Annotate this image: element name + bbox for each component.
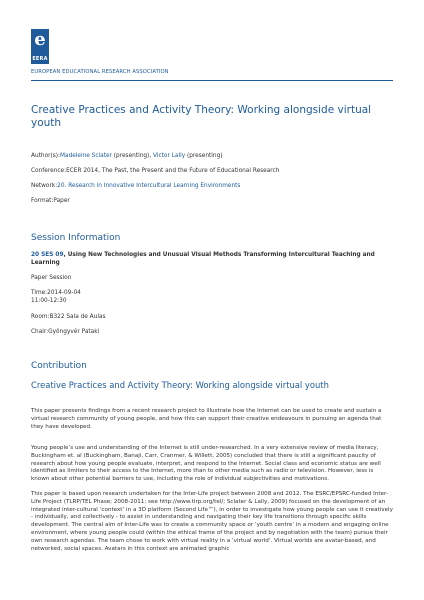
paragraph-3: This paper is based upon research undertaken for the Inter-Life project between 2008 and 2012. The ESRC/EPSRC-funded Inter-Life Project (TLRP/TEL Phase; 2008-2011; see http://www.tlrp.org/tel/; Sclater & Lally, 2009) focused on the development of an integrated inter-cultural ‘context’ in a 3D platform (Second Life™), in order to investigate how young people can use it creatively - individually, and collectively - to assist in understanding and navigating their key life transitions through specific skills development. The central aim of Inter-Life was to create a community space or ‘youth centre’ in a modern and engaging online environment, where young people could (within the ethical frame of the project and by negotiation with the team) pursue their own research agendas. The team chose to work with virtual reality in a ‘virtual world’. Virtual worlds are avatar-based, and networked, social spaces. Avatars in this context are animated graphic [31, 491, 393, 552]
format-value: Paper [53, 198, 70, 204]
time-label: Time: [31, 290, 48, 296]
paragraph-1: This paper presents findings from a recent research project to illustrate how the Internet can be used to create and sustain a virtual research community of young people, and how this can support their creative endeavours in pursuing an agenda that they have developed. [31, 408, 382, 430]
header-divider [31, 80, 393, 81]
authors-line [31, 153, 223, 159]
format-line [31, 198, 70, 204]
author-role-1: (presenting), [111, 153, 154, 159]
contribution-subtitle: Creative Practices and Activity Theory: Working alongside virtual youth [31, 380, 329, 390]
paragraph-2: Young people’s use and understanding of the Internet is still under-researched. In a very extensive review of media literacy, Buckingham et. al (Buckingham, Banaji, Carr, Cranmer, & Willett, 2005) concluded that there is still a significant paucity of research about how young people evaluate, interpret, and respond to the Internet. Social class and economic status are well identified as limiters to their access to the Internet, more than to other media such as radio or television. However, less is known about other potential barriers to use, including the role of individual subjectivities and motivations. [31, 445, 381, 483]
session-chair [31, 328, 99, 336]
authors-label: Author(s): [31, 153, 61, 159]
paper-title: Creative Practices and Activity Theory: Working alongside virtual youth [31, 104, 372, 129]
session-time-range: 11:00-12:30 [31, 298, 67, 304]
format-label: Format: [31, 198, 54, 204]
room-label: Room: [31, 314, 50, 320]
contribution-heading: Contribution [31, 361, 87, 371]
session-type: Paper Session [31, 275, 72, 281]
chair-label: Chair: [31, 329, 49, 335]
author-link-2[interactable]: Victor Lally [153, 153, 186, 159]
conference-value: ECER 2014, The Past, the Present and the Future of Educational Research [66, 168, 280, 174]
conference-label: Conference: [31, 168, 67, 174]
session-heading: Session Information [31, 233, 121, 243]
session-title-text: , Using New Technologies and Unusual Visual Methods Transforming Intercultural Teaching and Learning [31, 252, 375, 266]
eera-logo[interactable] [31, 29, 49, 64]
author-role-2: (presenting) [185, 153, 223, 159]
session-title [31, 251, 391, 267]
logo-text: EERA [32, 56, 48, 62]
session-code-link[interactable]: 20 SES 09 [31, 252, 64, 258]
network-line [31, 183, 240, 189]
network-label: Network: [31, 183, 58, 189]
network-link[interactable]: 20. Research in Innovative Intercultural Learning Environments [57, 183, 241, 189]
room-value: B322 Sala de Aulas [49, 314, 106, 320]
logo-letter: e [34, 29, 46, 50]
session-room [31, 313, 106, 321]
session-time [31, 289, 81, 305]
chair-value: Gyöngyvér Pataki [48, 329, 100, 335]
conference-line [31, 168, 279, 174]
session-date: 2014-09-04 [47, 290, 81, 296]
author-link-1[interactable]: Madeleine Sclater [60, 153, 112, 159]
organization-name: EUROPEAN EDUCATIONAL RESEARCH ASSOCIATION [31, 69, 169, 75]
